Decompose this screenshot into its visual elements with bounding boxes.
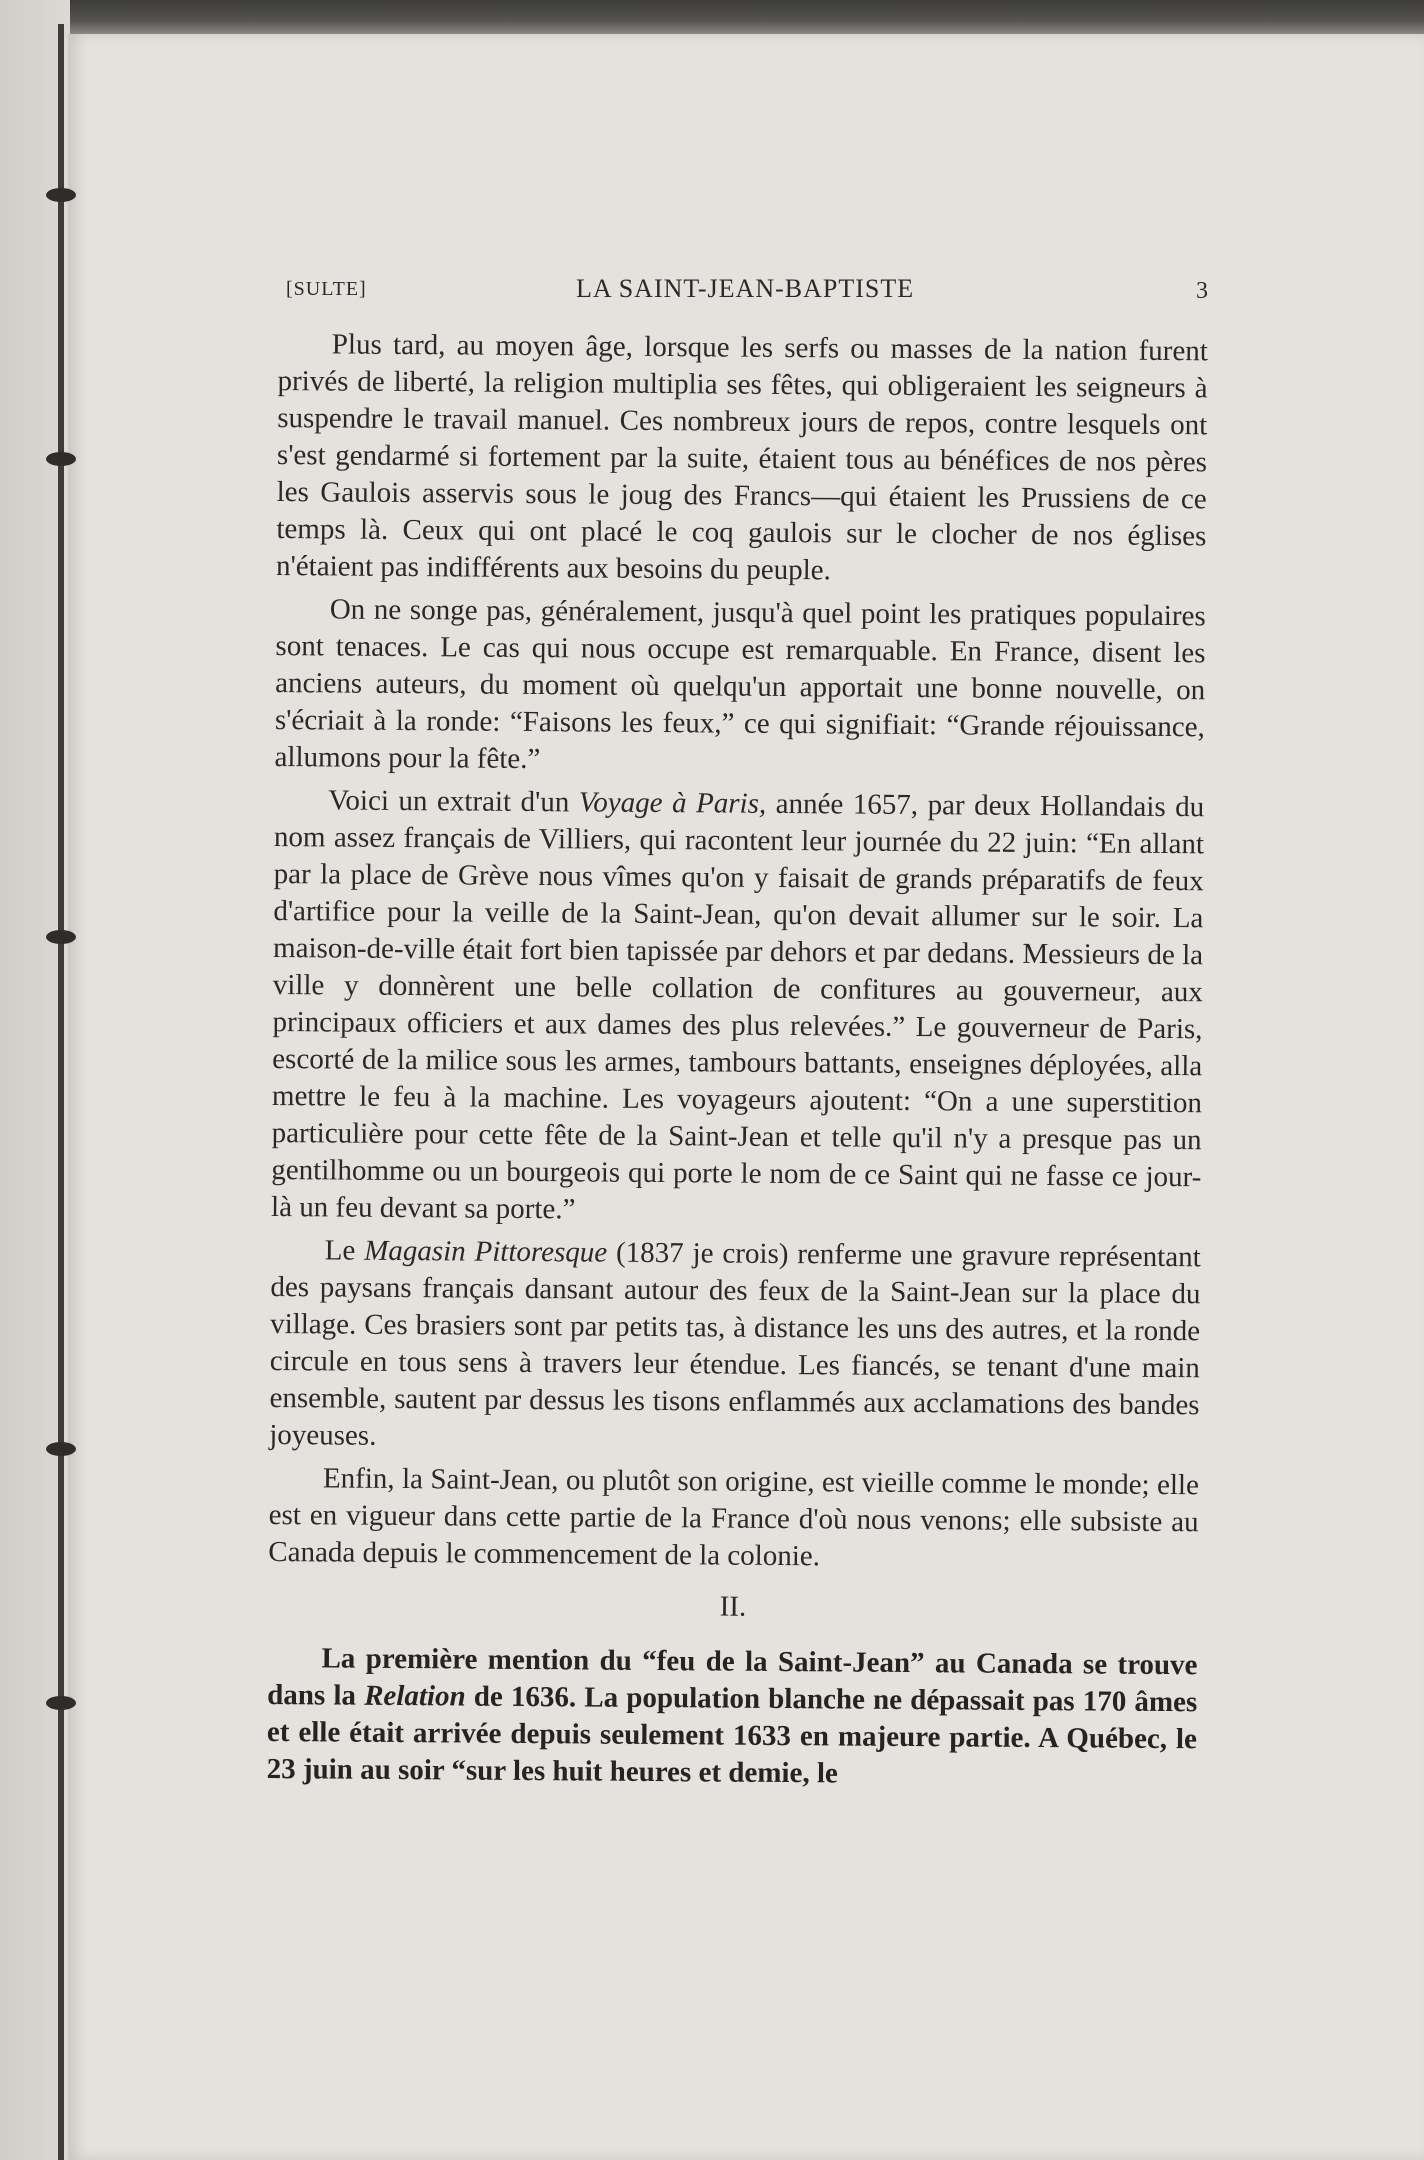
- binding-stitch: [46, 188, 76, 202]
- body-text: [266, 326, 1208, 1801]
- book-top-edge: [0, 0, 1424, 34]
- binding-stitch: [46, 930, 76, 944]
- header-title: LA SAINT-JEAN-BAPTISTE: [576, 274, 915, 303]
- paragraph-6: [267, 1640, 1198, 1795]
- binding-stitch: [46, 1696, 76, 1710]
- binding-spine: [58, 24, 64, 2160]
- paragraph-3-rest: année 1657, par deux Hollandais du nom assez français de Villiers, qui racontent leur journée du 22 juin: “En allant par la place de Grève nous vîmes qu'on y faisait de grands préparatifs de feux d'artifice pour la veille de la Saint-Jean, qu'on devait allumer sur le soir. La maison-de-ville était fort bien tapissée par dehors et par dedans. Messieurs de la ville y donnèrent une belle collation de confitures au gouverneur, aux principaux officiers et aux dames des plus relevées.” Le gouverneur de Paris, escorté de la milice sous les armes, tambours battants, enseignes déployées, alla mettre le feu à la machine. Les voyageurs ajoutent: “On a une superstition particulière pour cette fête de la Saint-Jean et telle qu'il n'y a presque pas un gentilhomme ou un bourgeois qui porte le nom de ce Saint qui ne fasse ce jour-là un feu devant sa porte.”: [270, 787, 1205, 1226]
- paragraph-6-start: La première mention du “feu de la Saint-Jean” au Canada se trouve dans la: [267, 1642, 1198, 1712]
- italic-title-magasin: Magasin Pittoresque: [364, 1234, 608, 1269]
- binding-stitch: [46, 452, 76, 466]
- paragraph-3: [271, 782, 1204, 1233]
- paragraph-4-start: Le: [324, 1234, 365, 1267]
- page-number: 3: [1196, 278, 1208, 304]
- binding-stitch: [46, 1442, 76, 1456]
- header-author: [SULTE]: [286, 278, 367, 300]
- italic-title-relation: Relation: [364, 1679, 466, 1713]
- running-header: [286, 272, 1208, 312]
- paragraph-4-rest: (1837 je crois) renferme une gravure représentant des paysans français dansant autour des feux de la Saint-Jean sur la place du village. Ces brasiers sont par petits tas, à distance les uns des autres, et la ronde circule en tous sens à travers leur étendue. Les fiancés, se tenant d'une main ensemble, sautent par dessus les tisons enflammés aux acclamations des bandes joyeuses.: [269, 1236, 1201, 1452]
- paragraph-2: On ne songe pas, généralement, jusqu'à quel point les pratiques populaires sont tenaces. Le cas qui nous occupe est remarquable. En France, disent les anciens auteurs, du moment où quelqu'un apportait une bonne nouvelle, on s'écriait à la ronde: “Faisons les feux,” ce qui signifiait: “Grande réjouissance, allumons pour la fête.”: [274, 593, 1206, 776]
- paragraph-6-rest: de 1636. La population blanche ne dépassait pas 170 âmes et elle était arrivée depuis seulement 1633 en majeure partie. A Québec, le 23 juin au soir “sur les huit heures et demie, le: [266, 1680, 1198, 1790]
- paragraph-4: [269, 1232, 1201, 1461]
- paragraph-1: Plus tard, au moyen âge, lorsque les serfs ou masses de la nation furent privés de liberté, la religion multiplia ses fêtes, qui obligeraient les seigneurs à suspendre le travail manuel. Ces nombreux jours de repos, contre lesquels ont s'est gendarmé si fortement par la suite, étaient tous au bénéfices de nos pères les Gaulois asservis sous le joug des Francs—qui étaient les Prussiens de ce temps là. Ceux qui ont placé le coq gaulois sur le clocher de nos églises n'étaient pas indifférents aux besoins du peuple.: [275, 328, 1208, 587]
- section-body: [267, 1640, 1198, 1795]
- italic-title-voyage: Voyage à Paris,: [578, 786, 767, 820]
- section-heading: II.: [719, 1590, 747, 1623]
- paragraph-5: Enfin, la Saint-Jean, ou plutôt son origine, est vieille comme le monde; elle est en vigueur dans cette partie de la France d'où nous venons; elle subsiste au Canada depuis le commencement de la colonie.: [268, 1462, 1200, 1573]
- paragraph-3-start: Voici un extrait d'un: [328, 784, 579, 819]
